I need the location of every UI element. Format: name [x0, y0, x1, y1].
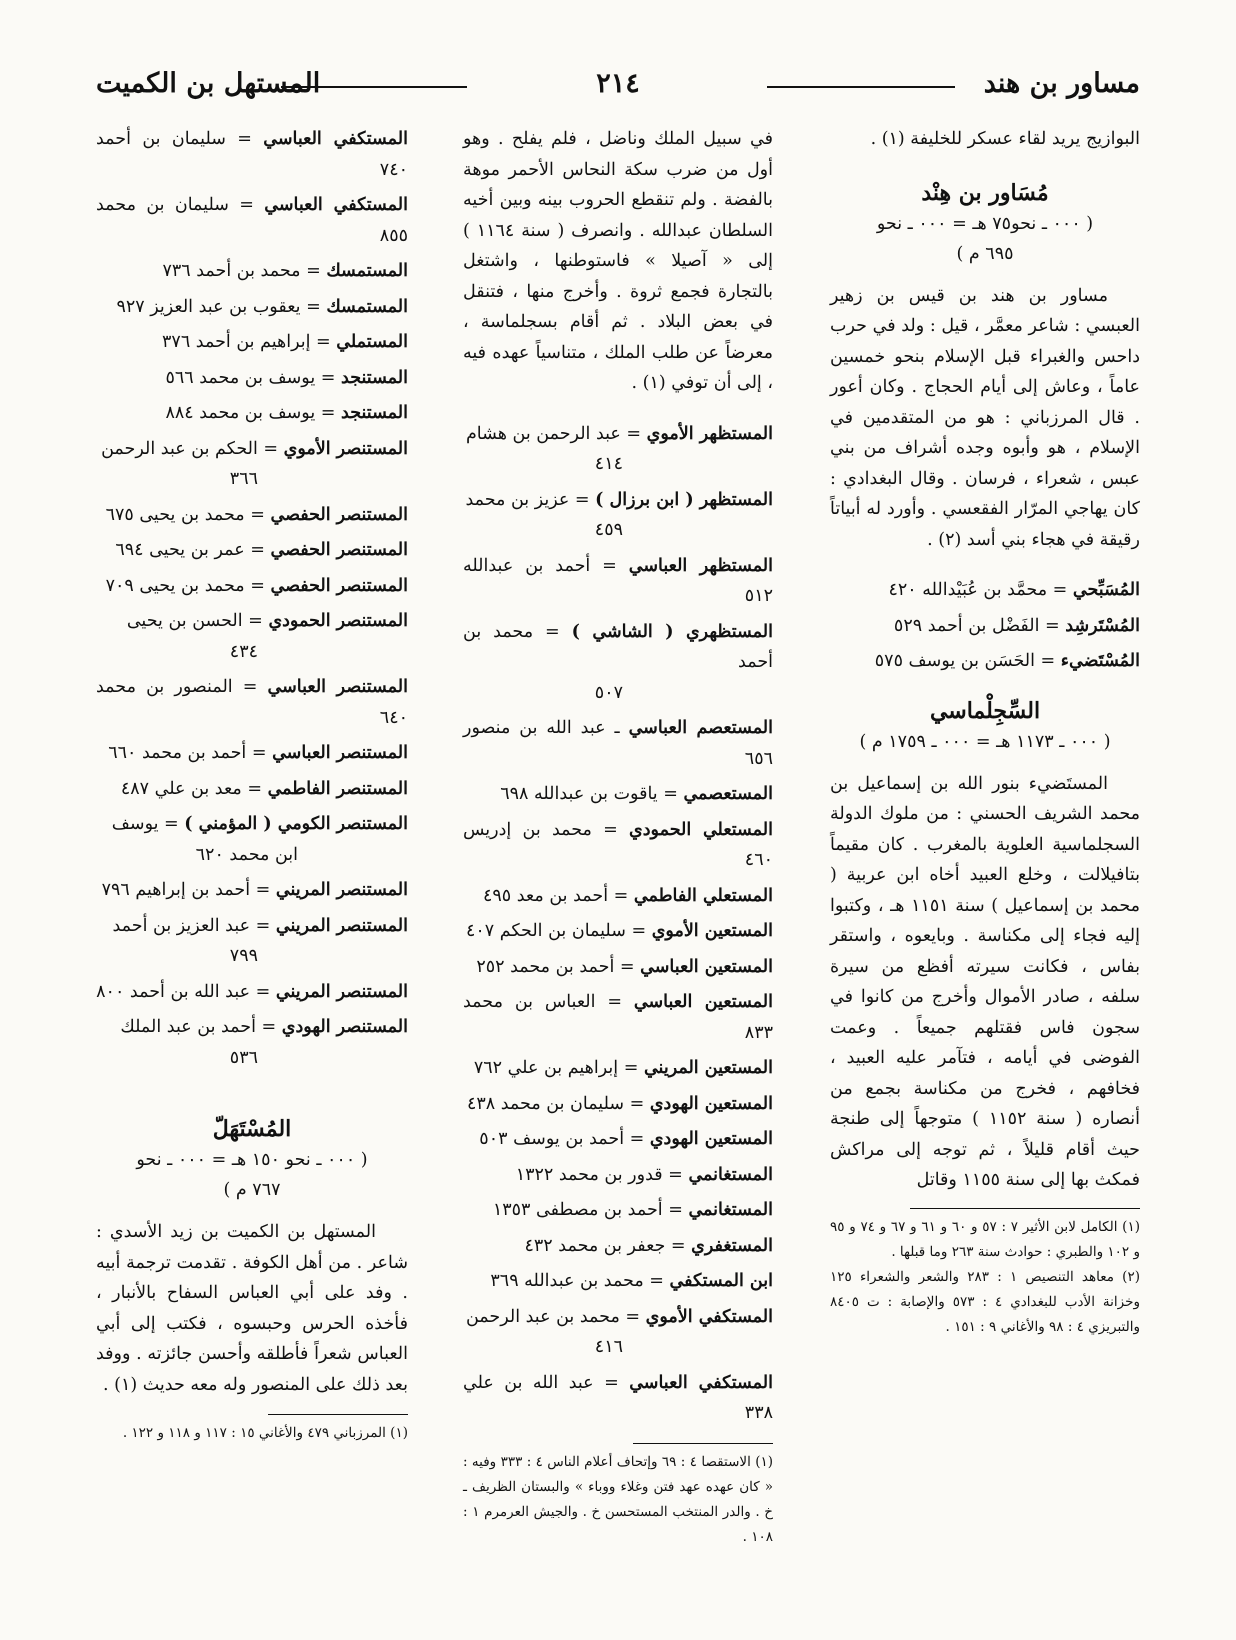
cross-ref-entry	[96, 535, 408, 566]
bio-dates: ( ٠٠٠ ـ نحو ١٥٠ هـ = ٠٠٠ ـ نحو	[136, 1150, 368, 1170]
bio-dates: ( ٠٠٠ ـ نحو٧٥ هـ = ٠٠٠ ـ نحو	[876, 213, 1094, 234]
entry-value: = يوسف بن محمد ٨٨٤	[165, 403, 336, 423]
entry-key: المستنصر المريني	[275, 880, 408, 900]
entry-value: = جعفر بن محمد ٤٣٢	[524, 1235, 686, 1256]
footnote-rule	[268, 1414, 408, 1415]
cross-ref-entry	[463, 419, 773, 480]
entry-value: = سليمان بن الحكم ٤٠٧	[465, 921, 647, 941]
cross-ref-entry	[96, 292, 408, 323]
entry-key: المستعين الهودي	[649, 1093, 773, 1114]
page-number: ٢١٤	[586, 68, 650, 99]
entry-value: = إبراهيم بن علي ٧٦٢	[473, 1058, 639, 1078]
entry-value: = محمد بن يحيى ٦٧٥	[105, 504, 265, 525]
bio-body: المستَضيء بنور الله بن إسماعيل بن محمد الشريف الحسني : من ملوك الدولة السجلماسية العلوية بالمغرب . كان مقيماً بتافيلالت ، وخلع العبيد أخاه ابن عربية ( محمد بن إسماعيل ) سنة ١١٥١ هـ ، وكتبوا إليه فجاء إلى مكناسة . وبايعوه ، واستقر بفاس ، فكانت سيرته أفظع من سيرة سلفه ، صادر الأموال وأخرج من كانوا في سجون فاس فقتلهم جميعاً . وعمت الفوضى في أيامه ، فتآمر عليه العبيد ، فخافهم ، فخرج من مكناسة بجمع من أنصاره ( سنة ١١٥٢ ) متوجهاً إلى طنجة حيث أقام قليلاً ، ثم توجه إلى مراكش فمكث بها إلى سنة ١١٥٥ وقاتل	[830, 773, 1140, 1190]
cross-ref-entry	[96, 434, 408, 495]
bio-body: المستهل بن الكميت بن زيد الأسدي : شاعر . من أهل الكوفة . تقدمت ترجمة أبيه . وفد على أبي العباس السفاح بالأنبار ، فأخذه الحرس وحبسوه ، فكتب إلى أبي العباس شعراً فأطلقه وأحسن جائزته . ووفد بعد ذلك على المنصور وله معه حديث (١) .	[96, 1222, 408, 1395]
cross-ref-entry	[830, 611, 1140, 642]
entry-key: المُسَبِّحي	[1072, 580, 1140, 600]
entry-key: المستعين العباسي	[640, 956, 773, 977]
cross-ref-entry	[96, 363, 408, 394]
cross-ref-entry	[96, 774, 408, 805]
entry-key: المستنصر العباسي	[272, 743, 408, 763]
entry-value: = يعقوب بن عبد العزيز ٩٢٧	[116, 296, 321, 317]
footnote-rule	[633, 1443, 773, 1444]
cross-reference-list	[96, 124, 408, 1073]
column-right	[830, 124, 1140, 1340]
entry-value: = سليمان بن محمد ٨٥٥	[96, 195, 408, 246]
cross-ref-entry	[463, 779, 773, 810]
bio-title: مُسَاور بن هِنْد	[921, 179, 1049, 206]
cross-ref-entry	[96, 1012, 408, 1073]
entry-value: = محمد بن إدريس ٤٦٠	[463, 819, 773, 870]
entry-key: المستنصر الأموي	[283, 438, 408, 459]
entry-value: = أحمد بن مصطفى ١٣٥٣	[492, 1200, 683, 1220]
entry-value: = محمد بن عبد الرحمن	[465, 1306, 641, 1327]
entry-value: = محمَّد بن عُبَيْدالله ٤٢٠	[888, 580, 1068, 600]
cross-ref-entry	[463, 1266, 773, 1297]
entry-key: المُسْتَرشِد	[1065, 615, 1140, 636]
entry-value: = أحمد بن عبد الملك	[120, 1017, 277, 1037]
entry-value: = محمد بن يحيى ٧٠٩	[105, 575, 265, 596]
entry-value: = يوسف	[111, 814, 179, 834]
entry-key: المستظهر العباسي	[628, 555, 774, 576]
entry-value: = معد بن علي ٤٨٧	[120, 778, 262, 799]
cross-ref-entry	[463, 485, 773, 546]
entry-continuation: ٥٣٦	[229, 1047, 258, 1068]
entry-key: المستغانمي	[688, 1164, 773, 1185]
bio-dates: ( ٠٠٠ ـ ١١٧٣ هـ = ٠٠٠ ـ ١٧٥٩ م )	[859, 731, 1111, 752]
cross-reference-list	[830, 575, 1140, 677]
cross-ref-entry	[463, 987, 773, 1048]
bio-dates: ٧٦٧ م )	[223, 1180, 281, 1200]
entry-key: المستكفي العباسي	[264, 195, 408, 215]
entry-continuation: ٤٥٩	[594, 520, 623, 540]
footnote: (١) الكامل لابن الأثير ٧ : ٥٧ و ٦٠ و ٦١ و ٦٧ و ٧٤ و ٩٥ و ١٠٢ والطبري : حوادث سنة ٢٦٣ وما قبلها .	[830, 1218, 1140, 1260]
entry-continuation: ٤١٤	[594, 454, 623, 474]
cross-ref-entry	[463, 1195, 773, 1226]
entry-key: المستنصر الكومي ( المؤمني )	[184, 814, 408, 834]
header-left-title: المستهل بن الكميت	[96, 68, 321, 99]
entry-key: المستمسك	[326, 261, 408, 281]
entry-key: المستكفي العباسي	[629, 1372, 773, 1393]
entry-key: المستغانمي	[688, 1200, 773, 1220]
entry-continuation: ٥٠٧	[594, 682, 623, 703]
entry-value: = إبراهيم بن أحمد ٣٧٦	[162, 332, 331, 352]
cross-ref-entry	[96, 190, 408, 251]
entry-value: = عبد الله بن علي ٣٣٨	[463, 1372, 773, 1423]
column-middle	[463, 124, 773, 1550]
cross-ref-entry	[96, 571, 408, 602]
carry-over-text: في سبيل الملك وناضل ، فلم يفلح . وهو أول من ضرب سكة النحاس الأحمر موهة بالفضة . ولم تنقطع الحروب بينه وبين أخيه السلطان عبدالله . وانصرف ( سنة ١١٦٤ ) إلى « آصيلا » فاستوطنها ، واشتغل بالتجارة فجمع ثروة . وأخرج منها ، فتنقل في بعض البلاد . ثم أقام بسجلماسة ، معرضاً عن طلب الملك ، متناسياً عهده فيه ، إلى أن توفي (١) .	[463, 129, 774, 393]
entry-key: المستنجد	[341, 367, 408, 388]
entry-key: المستنصر الحمودي	[268, 611, 408, 631]
entry-key: المستعين العباسي	[633, 992, 773, 1012]
cross-ref-entry	[463, 1302, 773, 1363]
entry-key: المستنصر الحفصي	[270, 540, 408, 560]
entry-key: المستظهر الأموي	[646, 423, 773, 444]
bio-title: المُسْتَهَلّ	[212, 1116, 292, 1142]
entry-key: المستنصر الحفصي	[270, 575, 408, 596]
cross-ref-entry	[463, 1089, 773, 1120]
entry-key: المستعصمي	[683, 784, 773, 804]
cross-ref-entry	[96, 327, 408, 358]
entry-value: = محمد بن أحمد ٧٣٦	[162, 261, 321, 281]
entry-key: المستظهر ( ابن برزال )	[595, 489, 773, 510]
entry-value: = أحمد بن يوسف ٥٠٣	[479, 1129, 645, 1149]
entry-value: = عمر بن يحيى ٦٩٤	[115, 540, 265, 560]
entry-value: = عزيز بن محمد	[465, 489, 590, 510]
entry-continuation: ٤٣٤	[229, 641, 258, 662]
entry-key: المستنجد	[341, 403, 408, 423]
bio-body: مساور بن هند بن قيس بن زهير العبسي : شاعر معمَّر ، قيل : ولد في حرب داحس والغبراء قبل الإسلام بنحو خمسين عاماً ، وعاش إلى أيام الحجاج . وكان أعور . قال المرزباني : هو من المتقدمين في الإسلام ، هو وأبوه وجده أشراف من بني عبس ، شعراء ، فرسان . وقال البغدادي : كان يهاجي المرّار الفقعسي . وأورد له أبياتاً رقيقة في هجاء بني أسد (٢) .	[830, 285, 1140, 550]
entry-value: = سليمان بن أحمد ٧٤٠	[96, 129, 408, 180]
entry-value: = الحسن بن يحيى	[126, 611, 263, 631]
cross-ref-entry	[463, 1124, 773, 1155]
entry-continuation: ٣٦٦	[229, 469, 258, 489]
cross-ref-entry	[96, 256, 408, 287]
entry-value: = قدور بن محمد ١٣٢٢	[515, 1164, 683, 1185]
cross-ref-entry	[463, 1160, 773, 1191]
cross-ref-entry	[463, 617, 773, 709]
entry-key: المستكفي الأموي	[645, 1306, 773, 1327]
entry-value: = الفَضْل بن أحمد ٥٢٩	[893, 615, 1060, 636]
cross-ref-entry	[96, 672, 408, 733]
cross-ref-entry	[830, 575, 1140, 606]
bio-dates: ٦٩٥ م )	[956, 243, 1014, 264]
entry-key: المستنصر العباسي	[267, 677, 408, 697]
cross-ref-entry	[463, 815, 773, 876]
entry-value: = أحمد بن معد ٤٩٥	[482, 885, 629, 906]
entry-value: ـ عبد الله بن منصور ٦٥٦	[463, 718, 773, 769]
entry-key: المستنصر المريني	[275, 981, 408, 1002]
entry-value: = أحمد بن محمد ٢٥٢	[476, 956, 635, 977]
entry-key: المستظهري ( الشاشي )	[571, 621, 773, 642]
entry-value: = ياقوت بن عبدالله ٦٩٨	[500, 784, 678, 804]
entry-continuation: ٤١٦	[594, 1337, 623, 1357]
entry-value: = يوسف بن محمد ٥٦٦	[165, 367, 336, 388]
entry-continuation: ٧٩٩	[229, 946, 258, 966]
cross-ref-entry	[463, 916, 773, 947]
entry-key: المستنصر الهودي	[281, 1017, 408, 1037]
cross-ref-entry	[830, 646, 1140, 677]
footnote: (١) الاستقصا ٤ : ٦٩ وإتحاف أعلام الناس ٤ : ٣٣٣ وفيه : « كان عهده عهد فتن وغلاء ووباء » والبستان الظريف ـ خ . والدر المنتخب المستحسن خ . والجيش العرمرم ١ : ١٠٨ .	[463, 1453, 774, 1545]
entry-key: المُسْتَضيء	[1060, 651, 1140, 671]
entry-value: = عبد الرحمن بن هشام	[465, 423, 642, 444]
carry-over-text: البوازيج يريد لقاء عسكر للخليفة (١) .	[870, 129, 1140, 149]
entry-value: = أحمد بن عبدالله ٥١٢	[463, 555, 773, 606]
page-header	[96, 66, 1140, 106]
cross-ref-entry	[463, 1053, 773, 1084]
entry-key: المستعلي الفاطمي	[633, 885, 773, 906]
cross-ref-entry	[96, 911, 408, 972]
entry-key: المستنصر الفاطمي	[267, 778, 408, 799]
cross-ref-entry	[463, 952, 773, 983]
footnote: (١) المرزباني ٤٧٩ والأغاني ١٥ : ١١٧ و ١١٨ و ١٢٢ .	[122, 1425, 408, 1441]
entry-value: = أحمد بن إبراهيم ٧٩٦	[101, 880, 271, 900]
header-right-title: مساور بن هند	[983, 68, 1140, 99]
entry-key: المستنصر الحفصي	[270, 504, 408, 525]
bio-title: السِّجِلْماسي	[929, 697, 1041, 724]
entry-key: المستعصم العباسي	[628, 718, 774, 738]
entry-key: المستغفري	[691, 1235, 773, 1256]
cross-ref-entry	[463, 551, 773, 612]
footnote: (٢) معاهد التنصيص ١ : ٢٨٣ والشعر والشعراء ١٢٥ وخزانة الأدب للبغدادي ٤ : ٥٧٣ والإصابة : ت ٨٤٠٥ والتبريزي ٤ : ٩٨ والأغاني ٩ : ١٥١ .	[830, 1268, 1140, 1335]
entry-value: = العباس بن محمد ٨٣٣	[463, 992, 773, 1043]
entry-value: = محمد بن أحمد	[463, 621, 773, 672]
entry-value: = الحَسَن بن يوسف ٥٧٥	[874, 651, 1056, 671]
entry-value: = عبد الله بن أحمد ٨٠٠	[96, 981, 271, 1002]
entry-value: = سليمان بن محمد ٤٣٨	[466, 1093, 645, 1114]
cross-ref-entry	[96, 875, 408, 906]
cross-ref-entry	[96, 500, 408, 531]
cross-ref-entry	[463, 1231, 773, 1262]
entry-key: ابن المستكفي	[669, 1271, 773, 1291]
entry-key: المستملي	[336, 332, 408, 352]
cross-ref-entry	[463, 713, 773, 774]
cross-ref-entry	[463, 881, 773, 912]
entry-key: المستعين الأموي	[651, 921, 773, 941]
cross-ref-entry	[96, 809, 408, 870]
cross-reference-list	[463, 419, 773, 1429]
entry-key: المستكفي العباسي	[263, 129, 408, 149]
entry-value: = المنصور بن محمد ٦٤٠	[96, 677, 408, 728]
cross-ref-entry	[96, 124, 408, 185]
entry-value: = أحمد بن محمد ٦٦٠	[108, 743, 267, 763]
cross-ref-entry	[96, 977, 408, 1008]
entry-value: = الحكم بن عبد الرحمن	[101, 438, 279, 459]
entry-key: المستعين المريني	[643, 1058, 773, 1078]
cross-ref-entry	[96, 738, 408, 769]
entry-value: = عبد العزيز بن أحمد	[112, 915, 271, 936]
footnote-rule	[910, 1208, 1140, 1209]
column-left	[96, 124, 408, 1446]
entry-key: المستعين الهودي	[649, 1129, 773, 1149]
entry-continuation: ابن محمد ٦٢٠	[195, 844, 298, 865]
cross-ref-entry	[463, 1368, 773, 1429]
entry-key: المستنصر المريني	[275, 915, 408, 936]
header-rule-right	[767, 86, 955, 88]
entry-key: المستمسك	[326, 296, 408, 317]
cross-ref-entry	[96, 606, 408, 667]
entry-value: = محمد بن عبدالله ٣٦٩	[490, 1271, 664, 1291]
cross-ref-entry	[96, 398, 408, 429]
entry-key: المستعلي الحمودي	[629, 819, 773, 840]
